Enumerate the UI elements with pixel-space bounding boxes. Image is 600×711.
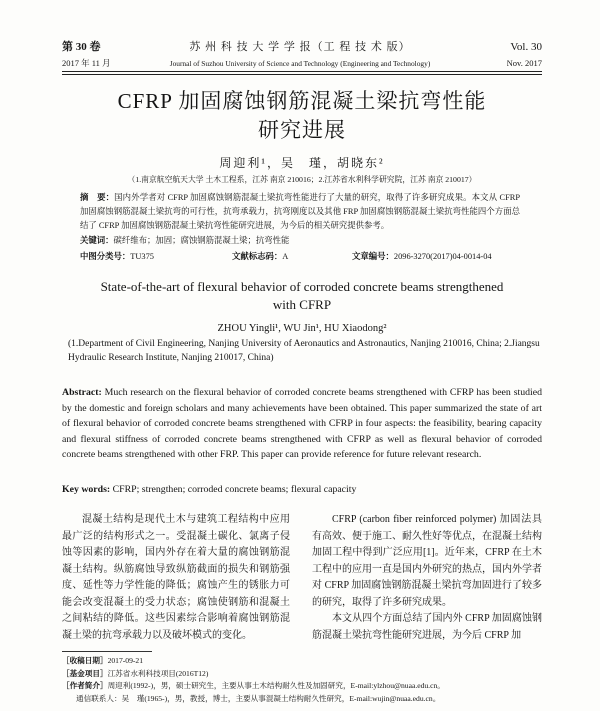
header-volume-en: Vol. 30 <box>510 41 542 53</box>
clc-label: 中图分类号： <box>80 252 131 261</box>
received-label: ［收稿日期］ <box>62 656 108 665</box>
affiliation-en: (1.Department of Civil Engineering, Nanjing University of Aeronautics and Astronautics, Nanjing 210016, China; 2.Jiangsu Hydraulic Research Institute, Nanjing 210017, China) <box>68 339 540 363</box>
footnote-rule <box>62 651 152 652</box>
title-en-line2: with CFRP <box>272 297 332 312</box>
title-cn-line2: 研究进展 <box>258 118 346 142</box>
header-date-cn: 2017 年 11 月 <box>62 58 111 68</box>
header-journal-cn: 苏 州 科 技 大 学 学 报（工 程 技 术 版） <box>189 41 411 53</box>
paper-title-en <box>62 278 542 316</box>
authors-en: ZHOU Yingli¹, WU Jin¹, HU Xiaodong² <box>217 323 387 334</box>
paper-title-cn <box>62 87 542 147</box>
footnote-author-bio <box>62 680 542 693</box>
abstract-en-label: Abstract: <box>62 387 102 398</box>
article-no-label: 文章编号： <box>352 252 394 261</box>
keywords-en-text: CFRP; strengthen; corroded concrete beams; flexural capacity <box>112 484 357 495</box>
bio-label: ［作者简介］ <box>62 681 108 690</box>
abstract-cn <box>80 191 520 234</box>
header-journal-en: Journal of Suzhou University of Science and Technology (Engineering and Technology) <box>169 59 431 68</box>
title-en-line1: State-of-the-art of flexural behavior of corroded concrete beams strengthened <box>100 279 504 294</box>
keywords-cn-label: 关键词： <box>80 236 114 245</box>
affiliation-cn: （1.南京航空航天大学 土木工程系，江苏 南京 210016；2.江苏省水利科学研究院，江苏 南京 210017） <box>127 175 477 184</box>
fund-label: ［基金项目］ <box>62 668 108 678</box>
doc-code-value: A <box>282 252 289 261</box>
body-paragraph: 混凝土结构是现代土木与建筑工程结构中应用最广泛的结构形式之一。受混凝土碳化、氯离子侵蚀等因素的影响，国内外存在着大量的腐蚀钢筋混凝土结构。纵筋腐蚀导致纵筋截面的损失和钢筋强度、延性等力学性能的降低；腐蚀产生的锈胀力可能会改变混凝土的受力状态；腐蚀使钢筋和混凝土之间粘结的降低。这些因素综合影响着腐蚀钢筋混凝土梁的抗弯承载力以及破坏模式的变化。 <box>62 514 290 641</box>
footnote-fund <box>62 668 542 681</box>
abstract-en-text: Much research on the flexural behavior of corroded concrete beams strengthened with CFRP has been studied by the domestic and foreign scholars and many achievements have been obtained. This paper summarized the state of art of flexural behavior of corroded concrete beams strengthened with CFRP in four aspects: the feasibility, bearing capacity and flexural stiffness of corroded concrete beams strengthened with CFRP as well as flexural behavior of corroded concrete beams strengthened with other FRP. This paper can provide reference for future relevant research. <box>62 387 542 460</box>
article-number <box>352 251 532 263</box>
abstract-cn-text: 国内外学者对 CFRP 加固腐蚀钢筋混凝土梁抗弯性能进行了大量的研究，取得了许多研究成果。本文从 CFRP 加固腐蚀钢筋混凝土梁抗弯的可行性，抗弯承载力，抗弯刚度以及其他 FRP 加固腐蚀钢筋混凝土梁抗弯性能四个方面总结了 CFRP 加固腐蚀钢筋混凝土梁抗弯性能研究进展，为今后的相关研究提供参考。 <box>80 193 520 230</box>
header-rule-thick <box>62 71 542 72</box>
header-volume-cn: 第 30 卷 <box>62 41 101 53</box>
clc-number <box>80 251 230 263</box>
clc-value: TU375 <box>130 252 154 261</box>
document-code <box>232 251 342 263</box>
abstract-en <box>62 385 542 480</box>
keywords-en-label: Key words: <box>62 484 111 495</box>
footnote-contact: 通信联系人：吴 瑾(1965-)，男，教授，博士，主要从事混凝土结构耐久性研究，E-mail:wujin@nuaa.edu.cn。 <box>76 693 441 703</box>
footnote-received <box>62 655 542 668</box>
body-paragraph: 本文从四个方面总结了国内外 CFRP 加固腐蚀钢筋混凝土梁抗弯性能研究进展，为今后 CFRP 加 <box>312 613 542 641</box>
body-left-column <box>62 512 290 648</box>
bio-value: 周迎利(1992-)，男，硕士研究生，主要从事土木结构耐久性及加固研究，E-mail:ylzhou@nuaa.edu.cn。 <box>107 681 445 690</box>
received-value: 2017-09-21 <box>107 656 143 665</box>
fund-value: 江苏省水利科技项目(2016T12) <box>107 668 209 678</box>
header-date-en: Nov. 2017 <box>506 58 542 68</box>
doc-code-label: 文献标志码： <box>232 252 283 261</box>
footnotes <box>62 655 542 707</box>
keywords-cn <box>80 235 520 247</box>
header-rule-thin <box>62 74 542 75</box>
keywords-cn-text: 碳纤维布；加固；腐蚀钢筋混凝土梁；抗弯性能 <box>113 236 290 245</box>
body-right-column <box>312 512 542 648</box>
keywords-en <box>62 483 542 497</box>
title-cn-line1: CFRP 加固腐蚀钢筋混凝土梁抗弯性能 <box>117 89 487 113</box>
body-paragraph: CFRP (carbon fiber reinforced polymer) 加固法具有高效、便于施工、耐久性好等优点，在混凝土结构加固工程中得到广泛应用[1]。近年来，CFRP 在土木工程中的应用一直是国内外研究的热点，国内外学者对 CFRP 加固腐蚀钢筋混凝土梁抗弯加固进行了较多的研究，取得了许多研究成果。 <box>312 514 542 608</box>
article-no-value: 2096-3270(2017)04-0014-04 <box>393 252 492 261</box>
abstract-cn-label: 摘 要： <box>80 193 115 202</box>
authors-cn: 周迎利¹，吴 瑾，胡晓东² <box>219 156 385 170</box>
